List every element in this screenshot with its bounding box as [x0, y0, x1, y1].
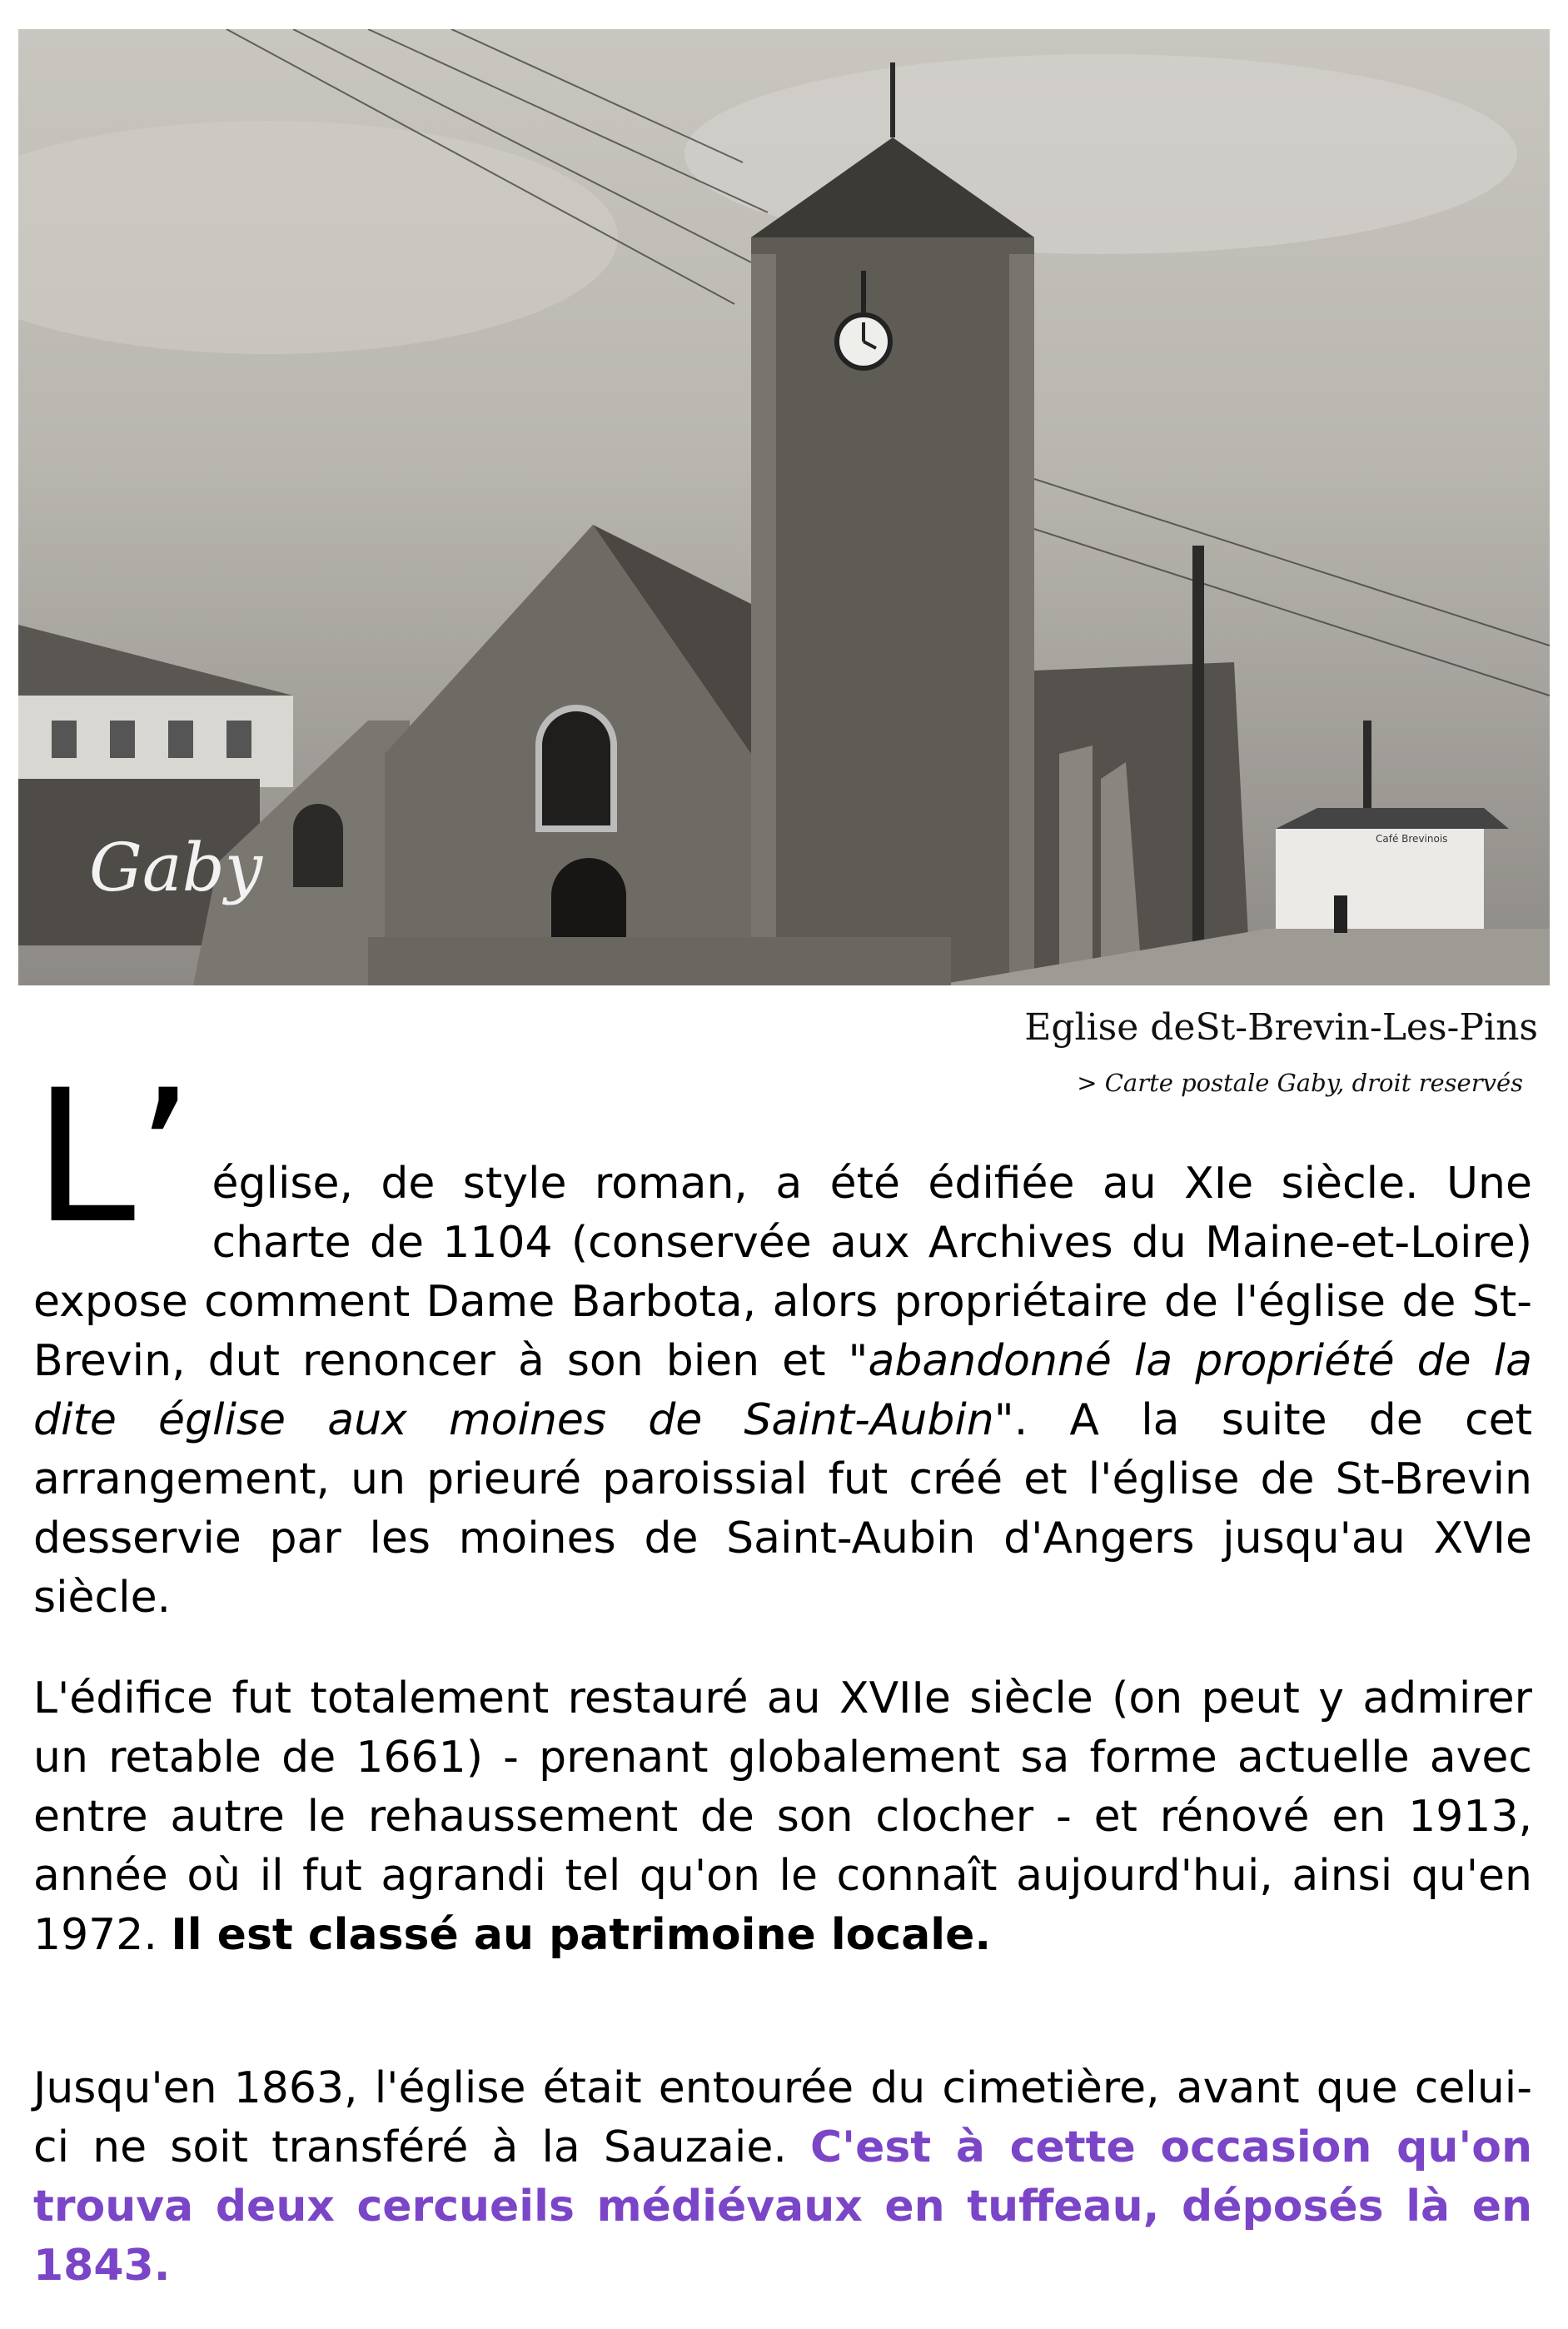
- paragraph-restoration: [33, 1669, 1532, 1965]
- paragraph-cemetery: [33, 2059, 1532, 2296]
- paragraph-history-quote: "abandonné la propriété de la dite église aux moines de Saint-Aubin": [33, 1336, 1532, 1445]
- paragraph-restoration-text: L'édifice fut totalement restauré au XVIIe siècle (on peut y admirer un retable de 1661) - prenant globalement sa forme actuelle avec entre autre le rehaussement de son clocher - et rénové en 1913, année où il fut agrandi tel qu'on le connaît aujourd'hui, ainsi qu'en 1972.: [33, 1673, 1532, 1960]
- paragraph-restoration-bold: Il est classé au patrimoine locale.: [171, 1910, 992, 1960]
- photo-caption-credit: > Carte postale Gaby, droit reservés: [1077, 1069, 1523, 1097]
- church-photo: [18, 29, 1550, 985]
- paragraph-cemetery-highlight: C'est à cette occasion qu'on trouva deux cercueils médiévaux en tuffeau, déposés là en 1843.: [33, 2122, 1533, 2291]
- drop-cap: L’: [33, 1050, 194, 1264]
- paragraph-history: [33, 1050, 1532, 1628]
- shop-sign: Café Brevinois: [1376, 833, 1448, 845]
- photo-caption-title: Eglise deSt-Brevin-Les-Pins: [1024, 1006, 1538, 1049]
- photo-signature: Gaby: [89, 829, 263, 906]
- paragraph-history-text-a: église, de style roman, a été édifiée au XIe siècle. Une charte de 1104 (conservée aux Archives du Maine-et-Loire) expose comment Dame Barbota, alors propriétaire de l'église de St-Brevin, dut renoncer à son bien et: [33, 1159, 1532, 1386]
- paragraph-history-text-b: . A la suite de cet arrangement, un prieuré paroissial fut créé et l'église de St-Brevin desservie par les moines de Saint-Aubin d'Angers jusqu'au XVIe siècle.: [33, 1395, 1532, 1623]
- paragraph-cemetery-text: Jusqu'en 1863, l'église était entourée du cimetière, avant que celui-ci ne soit transféré à la Sauzaie.: [33, 2063, 1532, 2172]
